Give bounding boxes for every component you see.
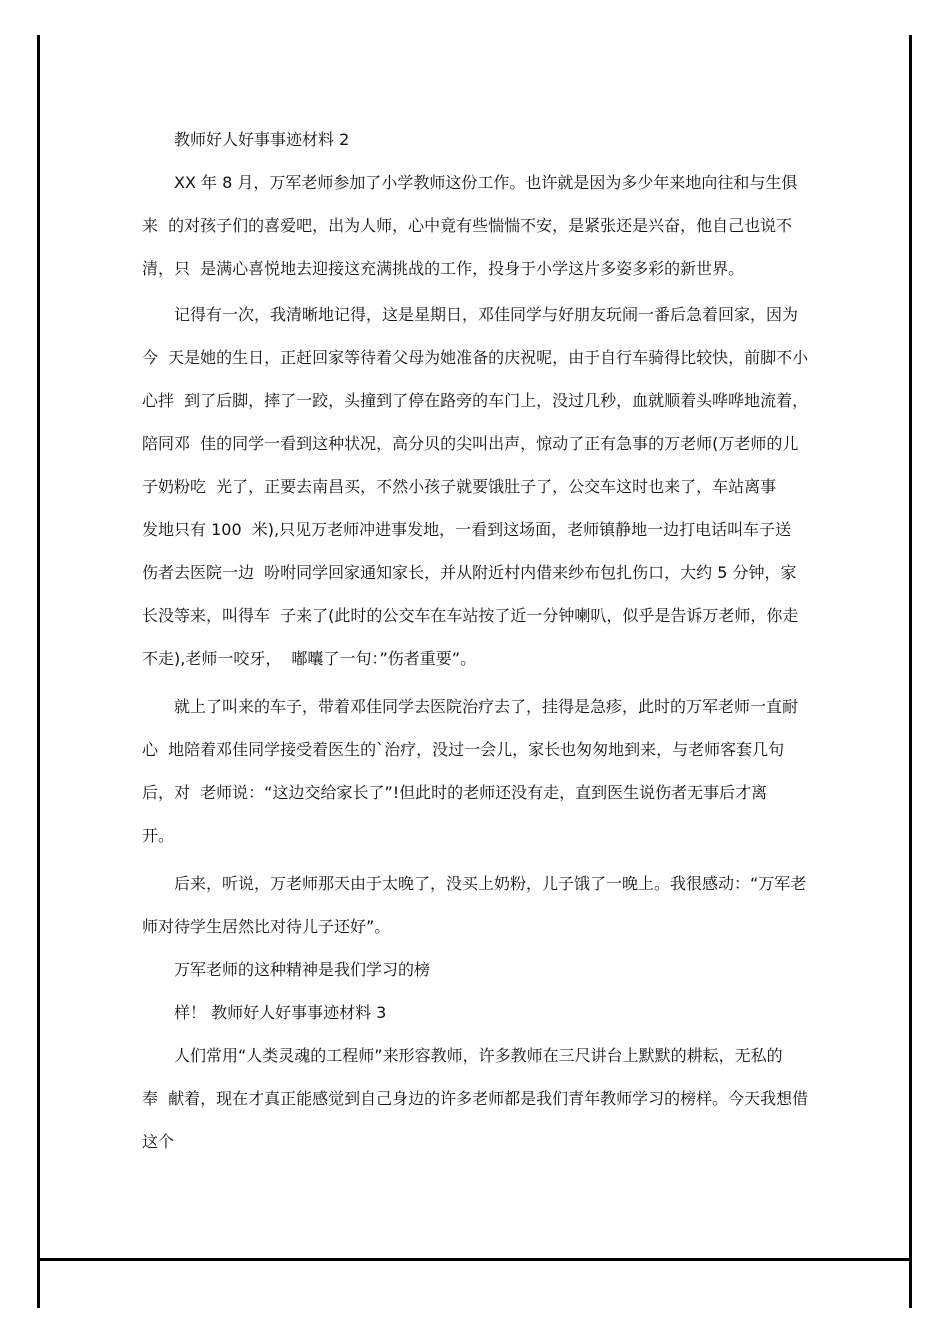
paragraph-line: 开。 — [142, 826, 175, 845]
paragraph-line: 伤者去医院一边 吩咐同学回家通知家长，并从附近村内借来纱布包扎伤口，大约 5 分钟，家 — [142, 563, 797, 582]
paragraph-line: 后来，听说，万老师那天由于太晚了，没买上奶粉，儿子饿了一晚上。我很感动：“万军老 — [174, 874, 807, 893]
bottom-border-line — [37, 1258, 912, 1261]
paragraph-line: 心 地陪着邓佳同学接受着医生的`治疗，没过一会儿，家长也匆匆地到来，与老师客套几句 — [142, 740, 785, 759]
paragraph-line: 子奶粉吃 光了，正要去南昌买，不然小孩子就要饿肚子了，公交车这时也来了，车站离事 — [142, 477, 777, 496]
left-border-line — [37, 35, 40, 1308]
paragraph-line: 今 天是她的生日，正赶回家等待着父母为她准备的庆祝呢，由于自行车骑得比较快，前脚不小 — [142, 348, 809, 367]
paragraph-line: 发地只有 100 米),只见万老师冲进事发地，一看到这场面，老师镇静地一边打电话叫车子送 — [142, 520, 792, 539]
paragraph-line: 万军老师的这种精神是我们学习的榜 — [174, 960, 431, 979]
paragraph-line: 不走),老师一咬牙， 嘟囔了一句：”伤者重要”。 — [142, 649, 477, 668]
paragraph-line: 记得有一次，我清晰地记得，这是星期日，邓佳同学与好朋友玩闹一番后急着回家，因为 — [174, 305, 799, 324]
section-heading: 样！ 教师好人好事事迹材料 3 — [174, 1003, 387, 1022]
paragraph-line: 陪同邓 佳的同学一看到这种状况，高分贝的尖叫出声，惊动了正有急事的万老师(万老师的儿 — [142, 434, 799, 453]
right-border-line — [909, 35, 912, 1308]
document-body — [142, 118, 808, 1163]
paragraph-line: 这个 — [142, 1132, 175, 1151]
section-heading: 教师好人好事事迹材料 2 — [174, 130, 350, 149]
paragraph-line: XX 年 8 月，万军老师参加了小学教师这份工作。也许就是因为多少年来地向往和与生俱 — [174, 173, 798, 192]
paragraph-line: 长没等来，叫得车 子来了(此时的公交车在车站按了近一分钟喇叭，似乎是告诉万老师，你走 — [142, 606, 799, 625]
paragraph-line: 心拌 到了后脚，摔了一跤，头撞到了停在路旁的车门上，没过几秒，血就顺着头哗哗地流着， — [142, 391, 809, 410]
paragraph-line: 人们常用“人类灵魂的工程师”来形容教师，许多教师在三尺讲台上默默的耕耘，无私的 — [174, 1046, 783, 1065]
paragraph-line: 后，对 老师说：“这边交给家长了”!但此时的老师还没有走，直到医生说伤者无事后才离 — [142, 783, 768, 802]
paragraph-line: 就上了叫来的车子，带着邓佳同学去医院治疗去了，挂得是急疹，此时的万军老师一直耐 — [174, 697, 799, 716]
paragraph-line: 师对待学生居然比对待儿子还好”。 — [142, 917, 391, 936]
paragraph-line: 清，只 是满心喜悦地去迎接这充满挑战的工作，投身于小学这片多姿多彩的新世界。 — [142, 259, 745, 278]
paragraph-line: 奉 献着，现在才真正能感觉到自己身边的许多老师都是我们青年教师学习的榜样。今天我想借 — [142, 1089, 809, 1108]
paragraph-line: 来 的对孩子们的喜爱吧，出为人师，心中竟有些惴惴不安，是紧张还是兴奋，他自己也说不 — [142, 216, 793, 235]
